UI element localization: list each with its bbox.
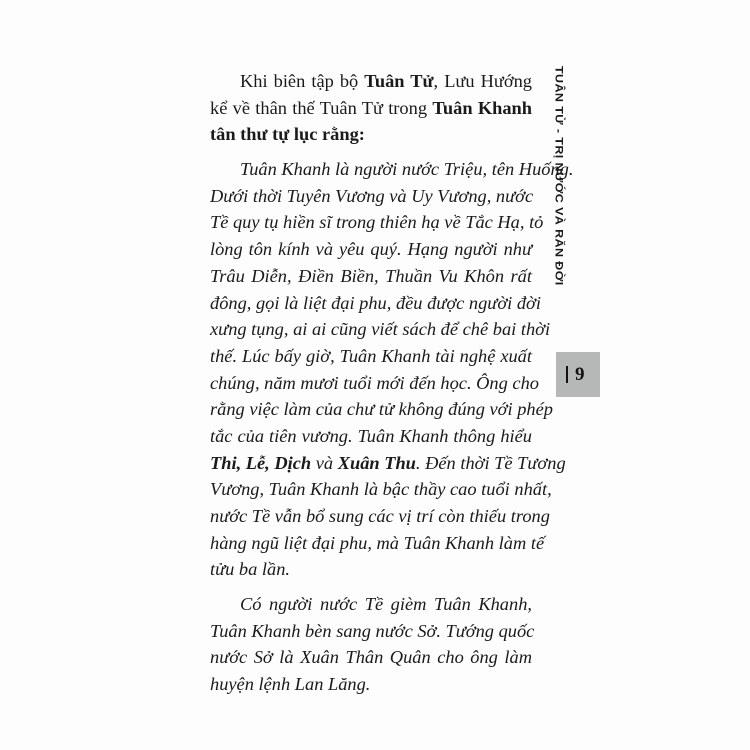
intro-paragraph [210, 68, 532, 148]
classic-title: Xuân Thu [337, 452, 416, 473]
running-head: TUÂN TỬ - TRỊ NƯỚC VÀ RĂN ĐỜI [553, 66, 565, 286]
book-title: tân thư tự lục rằng: [210, 124, 365, 145]
quote-line: nước Tề vẫn bổ sung các vị trí còn thiếu trong [210, 506, 550, 526]
book-title: Tuân Tử [364, 71, 434, 91]
quote-line: thế. Lúc bấy giờ, Tuân Khanh tài nghệ xuất [210, 345, 532, 366]
page-number: 9 [575, 363, 585, 385]
quote-line: Tề quy tụ hiền sĩ trong thiên hạ về Tắc Hạ, tỏ [210, 212, 544, 233]
quote-line: chúng, năm mươi tuổi mới đến học. Ông cho [210, 372, 539, 393]
closing-line: nước Sở là Xuân Thân Quân cho ông làm [210, 647, 532, 668]
book-title: Tuân Khanh [432, 97, 533, 118]
quote-line: tắc của tiên vương. Tuân Khanh thông hiểu [210, 425, 532, 446]
intro-line: Khi biên tập bộ Tuân Tử, Lưu Hướng [240, 71, 532, 91]
closing-line: Tuân Khanh bèn sang nước Sở. Tướng quốc [210, 620, 535, 641]
quote-line: xưng tụng, ai ai cũng viết sách để chê bai thời [210, 319, 551, 340]
quote-line: rằng việc làm của chư tử không đúng với phép [210, 399, 553, 420]
quote-line: Thi, Lễ, Dịch và Xuân Thu. Đến thời Tề Tương [210, 452, 566, 473]
quote-line: tửu ba lần. [210, 559, 291, 580]
quote-line: Dưới thời Tuyên Vương và Uy Vương, nước [210, 185, 534, 206]
closing-line: Có người nước Tề gièm Tuân Khanh, [240, 594, 532, 615]
intro-line: kể về thân thế Tuân Tử trong Tuân Khanh [210, 97, 533, 118]
closing-paragraph [210, 591, 535, 698]
quote-line: lòng tôn kính và yêu quý. Hạng người như [210, 239, 532, 260]
classic-titles: Thi, Lễ, Dịch [210, 452, 312, 473]
closing-line: huyện lệnh Lan Lăng. [210, 674, 371, 695]
quote-line: Trâu Diễn, Điền Biền, Thuần Vu Khôn rất [210, 265, 532, 286]
separator-bar [566, 366, 568, 383]
quote-line: đông, gọi là liệt đại phu, đều được người đời [210, 292, 541, 313]
quote-line: Tuân Khanh là người nước Triệu, tên Huống. [240, 159, 574, 180]
quote-line: hàng ngũ liệt đại phu, mà Tuân Khanh làm tế [210, 532, 545, 553]
page-number-tab [556, 352, 600, 397]
intro-line [210, 121, 532, 148]
quote-line: Vương, Tuân Khanh là bậc thầy cao tuổi nhất, [210, 479, 552, 500]
